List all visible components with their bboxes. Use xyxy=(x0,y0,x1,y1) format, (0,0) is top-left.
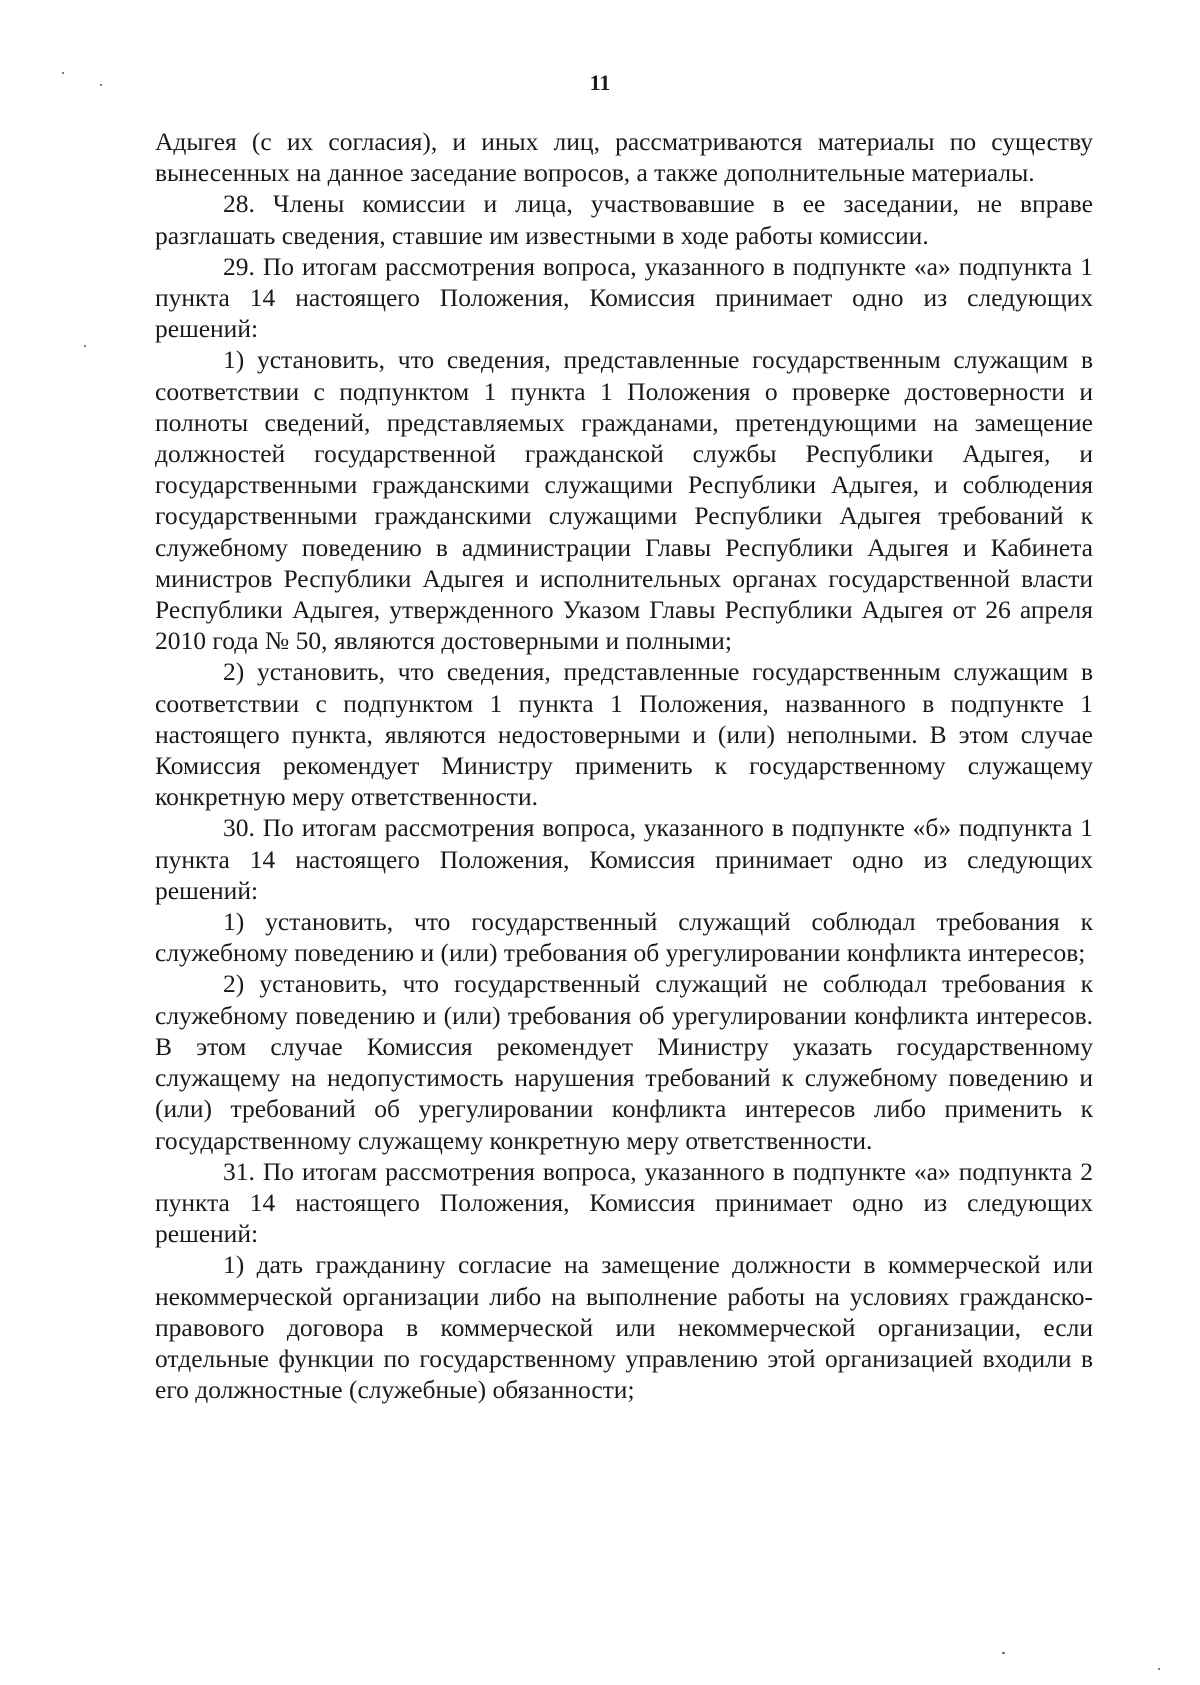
page-number: 11 xyxy=(589,70,611,95)
scan-speck xyxy=(1158,1668,1160,1670)
paragraph-item-29-sub-1: 1) установить, что сведения, представленные государственным служащим в соответствии с подпунктом 1 пункта 1 Положения о проверке достоверности и полноты сведений, представляемых гражданами, претендующими на замещение должностей государственной гражданской службы Республики Адыгея, и государственными гражданскими служащими Республики Адыгея, и соблюдения государственными гражданскими служащими Республики Адыгея требований к служебному поведению в администрации Главы Республики Адыгея и Кабинета министров Республики Адыгея и исполнительных органах государственной власти Республики Адыгея, утвержденного Указом Главы Республики Адыгея от 26 апреля 2010 года № 50, являются достоверными и полными; xyxy=(155,345,1093,656)
scan-speck xyxy=(84,345,86,347)
scan-speck xyxy=(1002,1652,1005,1654)
paragraph-continuation: Адыгея (с их согласия), и иных лиц, рассматриваются материалы по существу вынесенных на данное заседание вопросов, а также дополнительные материалы. xyxy=(155,127,1093,188)
scan-speck xyxy=(100,84,102,86)
paragraph-item-30-sub-1: 1) установить, что государственный служащий соблюдал требования к служебному поведению и (или) требования об урегулировании конфликта интересов; xyxy=(155,907,1093,968)
document-body xyxy=(155,126,1093,1405)
paragraph-item-31: 31. По итогам рассмотрения вопроса, указанного в подпункте «а» подпункта 2 пункта 14 настоящего Положения, Комиссия принимает одно из следующих решений: xyxy=(155,1156,1093,1249)
paragraph-item-30: 30. По итогам рассмотрения вопроса, указанного в подпункте «б» подпункта 1 пункта 14 настоящего Положения, Комиссия принимает одно из следующих решений: xyxy=(155,813,1093,905)
paragraph-item-30-sub-2: 2) установить, что государственный служащий не соблюдал требования к служебному поведению и (или) требования об урегулировании конфликта интересов. В этом случае Комиссия рекомендует Министру указать государственному служащему на недопустимость нарушения требований к служебному поведению и (или) требований об урегулировании конфликта интересов либо применить к государственному служащему конкретную меру ответственности. xyxy=(155,969,1093,1155)
paragraph-item-29-sub-2: 2) установить, что сведения, представленные государственным служащим в соответствии с подпунктом 1 пункта 1 Положения, названного в подпункте 1 настоящего пункта, являются недостоверными и (или) неполными. В этом случае Комиссия рекомендует Министру применить к государственному служащему конкретную меру ответственности. xyxy=(155,657,1093,812)
paragraph-item-31-sub-1: 1) дать гражданину согласие на замещение должности в коммерческой или некоммерческой организации либо на выполнение работы на условиях гражданско-правового договора в коммерческой или некоммерческой организации, если отдельные функции по государственному управлению этой организацией входили в его должностные (служебные) обязанности; xyxy=(155,1250,1093,1405)
paragraph-item-29: 29. По итогам рассмотрения вопроса, указанного в подпункте «а» подпункта 1 пункта 14 настоящего Положения, Комиссия принимает одно из следующих решений: xyxy=(155,251,1093,344)
scan-speck xyxy=(62,72,64,74)
paragraph-item-28: 28. Члены комиссии и лица, участвовавшие в ее заседании, не вправе разглашать сведения, ставшие им известными в ходе работы комиссии. xyxy=(155,189,1093,250)
